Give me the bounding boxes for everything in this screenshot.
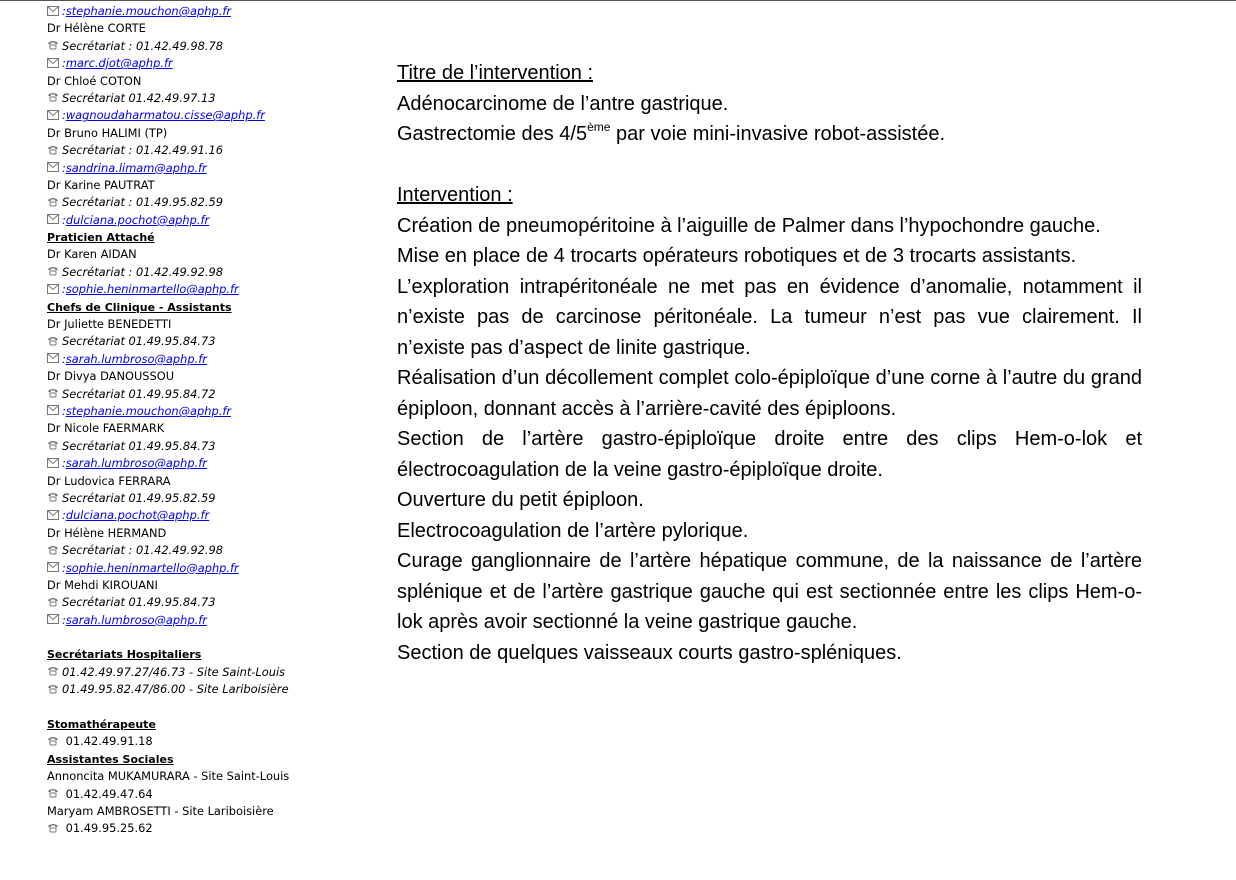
email-link[interactable]: stephanie.mouchon@aphp.fr (65, 403, 232, 418)
email-link[interactable]: stephanie.mouchon@aphp.fr (65, 4, 232, 18)
top-rule (0, 0, 1236, 1)
email-link[interactable]: dulciana.pochot@aphp.fr (65, 212, 210, 227)
phone-row (47, 786, 367, 803)
telephone-icon (47, 684, 59, 694)
phone-text: 01.42.49.91.18 (62, 734, 153, 749)
telephone-icon (47, 388, 59, 398)
phone-row (47, 438, 367, 455)
spacer (397, 150, 1142, 181)
envelope-icon (47, 214, 59, 224)
doctor-name: Dr Nicole FAERMARK (47, 421, 165, 436)
phone-row (47, 264, 367, 281)
email-colon: : (62, 456, 66, 471)
doctor-name: Dr Karine PAUTRAT (47, 177, 155, 192)
doctor-name: Dr Bruno HALIMI (TP) (47, 125, 168, 140)
operative-report (397, 58, 1142, 668)
doctor-name: Dr Divya DANOUSSOU (47, 369, 175, 384)
email-link[interactable]: sarah.lumbroso@aphp.fr (65, 456, 207, 471)
email-row (47, 107, 367, 124)
telephone-icon (47, 492, 59, 502)
procedure-line (397, 119, 1142, 150)
email-link[interactable]: sophie.heninmartello@aphp.fr (65, 282, 239, 297)
email-colon: : (62, 212, 66, 227)
email-row (47, 55, 367, 72)
paragraph: Section de quelques vaisseaux courts gastro-spléniques. (397, 641, 902, 664)
paragraph: Curage ganglionnaire de l’artère hépatique commune, de la naissance de l’artère splénique et de l’artère gastrique gauche qui est sectionnée entre les clips Hem-o-lok après avoir sectionné la veine gastrique gauche. (397, 550, 1142, 633)
email-colon: : (62, 403, 66, 418)
email-row (47, 281, 367, 298)
email-colon: : (62, 56, 66, 71)
envelope-icon (47, 614, 59, 624)
phone-text: 01.42.49.97.27/46.73 - Site Saint-Louis (62, 664, 286, 679)
envelope-icon (47, 6, 59, 16)
section-title: Secrétariats Hospitaliers (47, 648, 202, 662)
phone-text: Secrétariat 01.49.95.84.73 (62, 438, 216, 453)
phone-text: Secrétariat 01.49.95.84.72 (62, 386, 216, 401)
contact-sidebar (47, 3, 367, 838)
paragraph: Création de pneumopéritoine à l’aiguille de Palmer dans l’hypochondre gauche. (397, 214, 1101, 237)
phone-row (47, 542, 367, 559)
telephone-icon (47, 788, 59, 798)
section-heading (47, 751, 367, 768)
email-colon: : (62, 282, 66, 297)
email-row (47, 455, 367, 472)
section-heading (47, 229, 367, 246)
email-link[interactable]: dulciana.pochot@aphp.fr (65, 508, 210, 523)
section-heading (47, 716, 367, 733)
doctor-name: Annoncita MUKAMURARA - Site Saint-Louis (47, 769, 290, 784)
email-link[interactable]: marc.djot@aphp.fr (65, 56, 173, 71)
telephone-icon (47, 197, 59, 207)
telephone-icon (47, 336, 59, 346)
telephone-icon (47, 92, 59, 102)
procedure-sup: ème (587, 120, 611, 134)
phone-text: Secrétariat 01.42.49.97.13 (62, 90, 216, 105)
envelope-icon (47, 562, 59, 572)
doctor-name: Dr Hélène CORTE (47, 21, 146, 36)
envelope-icon (47, 284, 59, 294)
phone-row (47, 594, 367, 611)
phone-row (47, 38, 367, 55)
phone-row (47, 733, 367, 750)
email-link[interactable]: sarah.lumbroso@aphp.fr (65, 612, 207, 627)
phone-row (47, 333, 367, 350)
email-row (47, 403, 367, 420)
email-row (47, 3, 367, 20)
envelope-icon (47, 458, 59, 468)
doctor-name: Dr Mehdi KIROUANI (47, 577, 158, 592)
phone-row (47, 681, 367, 698)
email-colon: : (62, 108, 66, 123)
telephone-icon (47, 545, 59, 555)
phone-text: Secrétariat : 01.49.95.82.59 (62, 195, 223, 210)
email-link[interactable]: sophie.heninmartello@aphp.fr (65, 560, 239, 575)
phone-text: 01.49.95.25.62 (62, 821, 153, 836)
doctor-name: Maryam AMBROSETTI - Site Lariboisière (47, 803, 274, 818)
doctor-name: Dr Ludovica FERRARA (47, 473, 171, 488)
phone-text: Secrétariat : 01.42.49.91.16 (62, 143, 223, 158)
telephone-icon (47, 666, 59, 676)
diagnosis-line: Adénocarcinome de l’antre gastrique. (397, 92, 729, 115)
email-colon: : (62, 4, 66, 18)
phone-text: 01.42.49.47.64 (62, 786, 153, 801)
email-row (47, 507, 367, 524)
doctor-name: Dr Chloé COTON (47, 73, 142, 88)
telephone-icon (47, 40, 59, 50)
phone-row (47, 142, 367, 159)
telephone-icon (47, 266, 59, 276)
phone-text: 01.49.95.82.47/86.00 - Site Lariboisière (62, 682, 289, 697)
envelope-icon (47, 58, 59, 68)
paragraph: Mise en place de 4 trocarts opérateurs robotiques et de 3 trocarts assistants. (397, 245, 1077, 267)
email-link[interactable]: wagnoudaharmatou.cisse@aphp.fr (65, 108, 265, 123)
title-heading: Titre de l’intervention : (397, 62, 594, 84)
section-title: Assistantes Sociales (47, 752, 174, 766)
phone-text: Secrétariat : 01.42.49.92.98 (62, 543, 223, 558)
section-title: Stomathérapeute (47, 718, 156, 732)
email-row (47, 560, 367, 577)
intervention-heading: Intervention : (397, 184, 513, 206)
envelope-icon (47, 405, 59, 415)
email-link[interactable]: sarah.lumbroso@aphp.fr (65, 351, 207, 366)
paragraph: Electrocoagulation de l’artère pylorique. (397, 519, 749, 542)
telephone-icon (47, 597, 59, 607)
email-link[interactable]: sandrina.limam@aphp.fr (65, 160, 207, 175)
phone-row (47, 820, 367, 837)
phone-text: Secrétariat 01.49.95.82.59 (62, 490, 216, 505)
email-row (47, 160, 367, 177)
section-heading (47, 299, 367, 316)
envelope-icon (47, 162, 59, 172)
procedure-pre: Gastrectomie des 4/5 (397, 123, 588, 145)
telephone-icon (47, 736, 59, 746)
phone-row (47, 90, 367, 107)
telephone-icon (47, 145, 59, 155)
email-colon: : (62, 612, 66, 627)
phone-text: Secrétariat 01.49.95.84.73 (62, 595, 216, 610)
phone-row (47, 386, 367, 403)
phone-text: Secrétariat 01.49.95.84.73 (62, 334, 216, 349)
doctor-name: Dr Juliette BENEDETTI (47, 317, 172, 332)
paragraph: Réalisation d’un décollement complet colo-épiploïque d’une corne à l’autre du grand épiploon, donnant accès à l’arrière-cavité des épiploons. (397, 367, 1142, 420)
doctor-name: Dr Hélène HERMAND (47, 525, 167, 540)
email-row (47, 212, 367, 229)
envelope-icon (47, 353, 59, 363)
section-title: Chefs de Clinique - Assistants (47, 300, 232, 314)
phone-text: Secrétariat : 01.42.49.98.78 (62, 38, 223, 53)
phone-text: Secrétariat : 01.42.49.92.98 (62, 264, 223, 279)
telephone-icon (47, 823, 59, 833)
doctor-name: Dr Karen AIDAN (47, 247, 137, 262)
phone-row (47, 490, 367, 507)
paragraph: Ouverture du petit épiploon. (397, 489, 644, 511)
section-heading (47, 646, 367, 663)
email-row (47, 351, 367, 368)
email-row (47, 612, 367, 629)
paragraph: L’exploration intrapéritonéale ne met pas en évidence d’anomalie, notamment il n’existe pas de carcinose péritonéale. La tumeur n’est pas vue clairement. Il n’existe pas d’aspect de linite gastrique. (397, 275, 1142, 359)
telephone-icon (47, 440, 59, 450)
envelope-icon (47, 510, 59, 520)
email-colon: : (62, 351, 66, 366)
email-colon: : (62, 160, 66, 175)
phone-row (47, 664, 367, 681)
paragraph: Section de l’artère gastro-épiploïque droite entre des clips Hem-o-lok et électrocoagulation de la veine gastro-épiploïque droite. (397, 428, 1142, 481)
email-colon: : (62, 560, 66, 575)
procedure-post: par voie mini-invasive robot-assistée. (610, 123, 946, 145)
envelope-icon (47, 110, 59, 120)
section-title: Praticien Attaché (47, 231, 155, 245)
email-colon: : (62, 508, 66, 523)
phone-row (47, 194, 367, 211)
